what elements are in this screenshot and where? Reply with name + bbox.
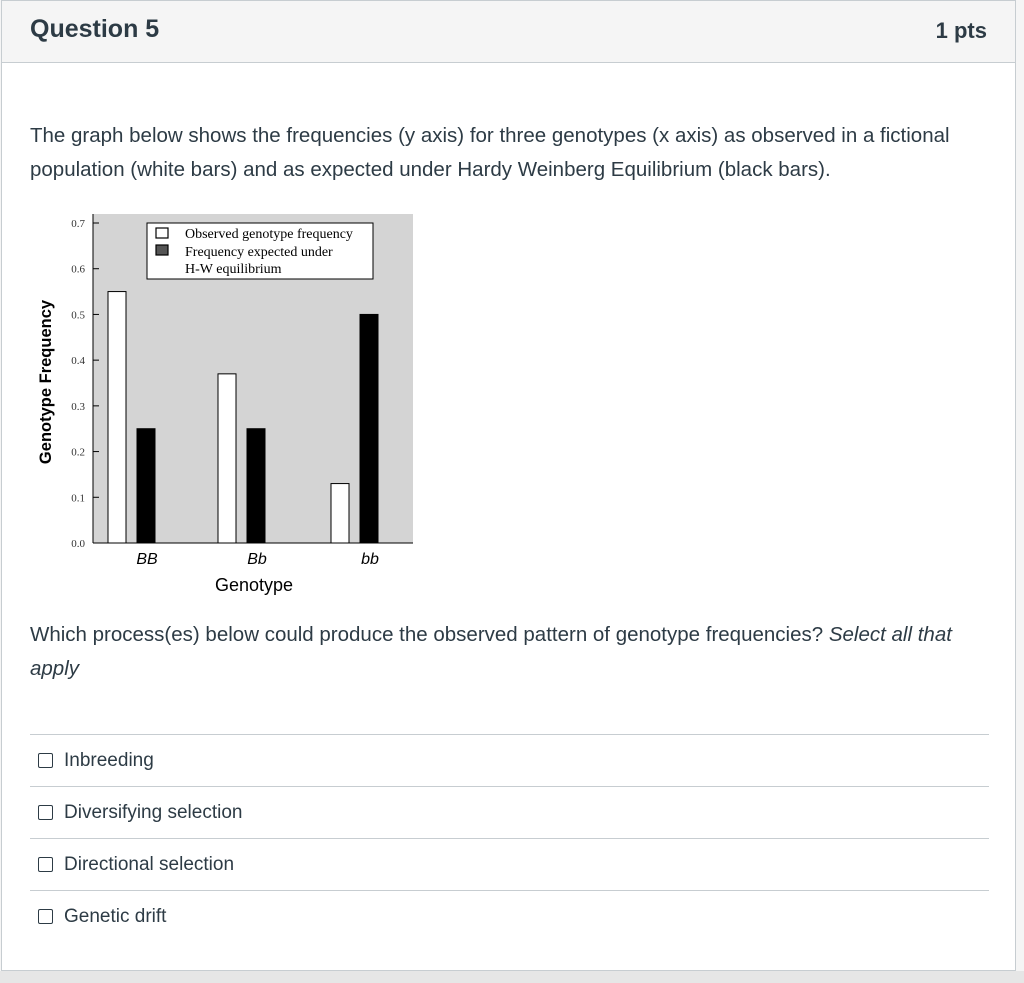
y-tick-label: 0.4 bbox=[71, 355, 85, 368]
y-tick-label: 0.3 bbox=[71, 400, 85, 413]
answer-option[interactable] bbox=[30, 734, 989, 786]
legend-swatch-expected bbox=[156, 245, 168, 255]
y-tick-label: 0.7 bbox=[71, 218, 85, 230]
answer-label[interactable]: Directional selection bbox=[64, 853, 235, 875]
observed-bar bbox=[218, 374, 236, 543]
x-axis-label: Genotype bbox=[214, 575, 294, 595]
expected-bar bbox=[360, 314, 378, 543]
expected-bar bbox=[137, 429, 155, 543]
y-axis-label: Genotype Frequency bbox=[37, 299, 55, 465]
legend-label: Observed genotype frequency bbox=[185, 227, 353, 242]
legend-label: Frequency expected under bbox=[185, 245, 333, 260]
answer-label[interactable]: Diversifying selection bbox=[64, 801, 243, 823]
y-tick-label: 0.5 bbox=[71, 309, 85, 322]
question-title: Question 5 bbox=[30, 15, 160, 43]
checkbox-diversifying-selection[interactable] bbox=[38, 805, 53, 820]
answer-option[interactable] bbox=[30, 786, 989, 838]
legend-swatch-observed bbox=[156, 228, 168, 238]
y-tick-label: 0.0 bbox=[71, 538, 85, 550]
y-tick-label: 0.2 bbox=[71, 446, 85, 459]
question-header bbox=[2, 1, 1015, 63]
checkbox-inbreeding[interactable] bbox=[38, 753, 53, 768]
answer-label[interactable]: Genetic drift bbox=[64, 905, 167, 927]
question-points: 1 pts bbox=[935, 18, 987, 43]
y-tick-label: 0.6 bbox=[71, 263, 85, 276]
answer-list bbox=[30, 734, 989, 942]
x-tick-label: BB bbox=[136, 551, 158, 568]
prompt-select-all: Select all that apply bbox=[30, 623, 952, 680]
x-tick-label: bb bbox=[361, 551, 379, 568]
answer-label[interactable]: Inbreeding bbox=[64, 749, 154, 771]
expected-bar bbox=[247, 429, 265, 543]
genotype-frequency-chart bbox=[30, 206, 430, 601]
checkbox-genetic-drift[interactable] bbox=[38, 909, 53, 924]
bottom-bar bbox=[0, 971, 1024, 983]
prompt-main: Which process(es) below could produce the observed pattern of genotype frequencies? bbox=[30, 623, 829, 646]
legend-label: H-W equilibrium bbox=[185, 262, 282, 277]
observed-bar bbox=[108, 292, 126, 543]
question-text: The graph below shows the frequencies (y axis) for three genotypes (x axis) as observed in a fictional population (white bars) and as expected under Hardy Weinberg Equilibrium (black bars). bbox=[30, 124, 950, 181]
x-tick-label: Bb bbox=[247, 551, 267, 568]
question-card bbox=[1, 0, 1016, 971]
answer-option[interactable] bbox=[30, 838, 989, 890]
answer-option[interactable] bbox=[30, 890, 989, 942]
question-prompt bbox=[30, 618, 990, 686]
checkbox-directional-selection[interactable] bbox=[38, 857, 53, 872]
y-tick-label: 0.1 bbox=[71, 492, 85, 505]
chart-svg bbox=[30, 206, 430, 601]
observed-bar bbox=[331, 484, 349, 543]
